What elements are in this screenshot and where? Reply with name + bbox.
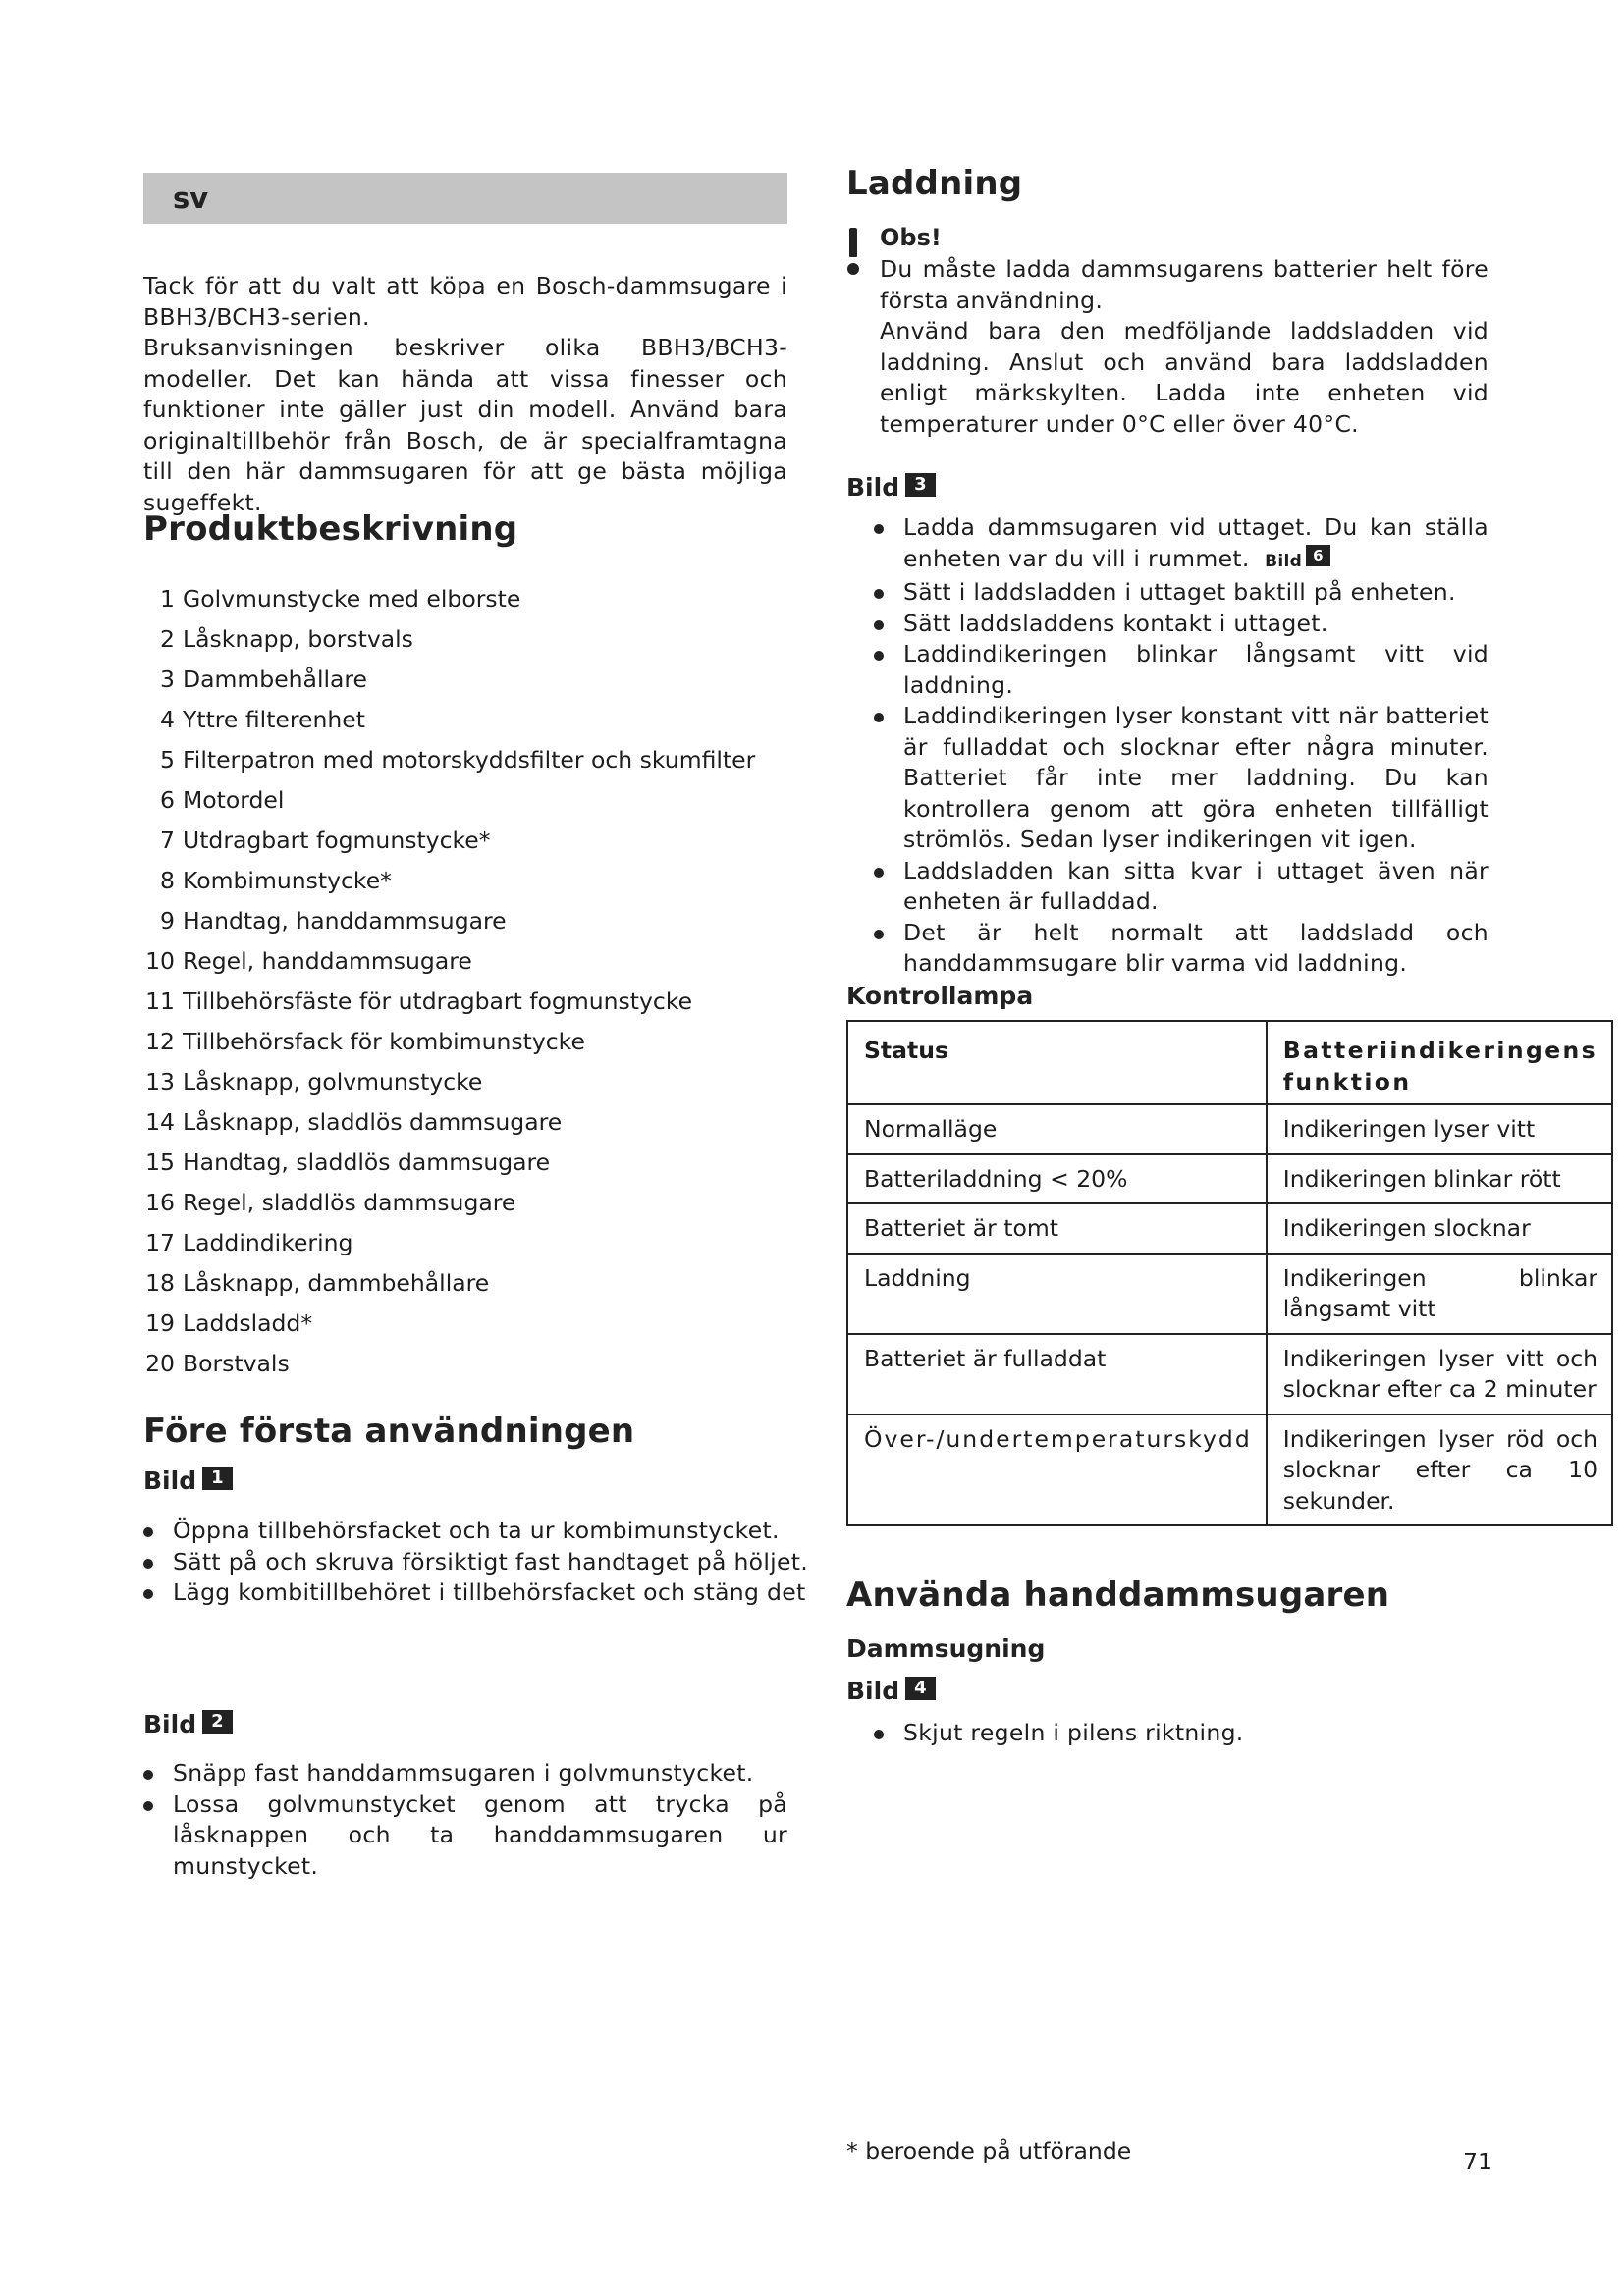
bild-6-ref: Bild 6 xyxy=(1265,552,1330,571)
item-number: 17 xyxy=(145,1229,175,1256)
heading-produktbeskrivning: Produktbeskrivning xyxy=(143,509,518,549)
status-cell: Normalläge xyxy=(847,1104,1267,1154)
list-item xyxy=(143,1102,755,1143)
table-row xyxy=(847,1254,1612,1334)
status-cell: Laddning xyxy=(847,1254,1267,1334)
list-item: Snäpp fast handdammsugaren i golvmunstycket. xyxy=(143,1758,787,1789)
list-item xyxy=(143,901,755,941)
list-item xyxy=(143,1263,755,1304)
list-item xyxy=(143,1143,755,1183)
status-cell: Batteriet är tomt xyxy=(847,1203,1267,1254)
table-row xyxy=(847,1415,1612,1526)
item-label: Regel, sladdlös dammsugare xyxy=(183,1189,516,1216)
item-label: Låsknapp, sladdlös dammsugare xyxy=(183,1108,563,1136)
list-item: Laddindikeringen blinkar långsamt vitt vid laddning. xyxy=(874,639,1489,701)
list-item: Lägg kombitillbehöret i tillbehörsfacket och stäng det xyxy=(143,1577,817,1609)
funktion-cell: Indikeringen lyser vitt och slocknar efter ca 2 minuter xyxy=(1267,1334,1612,1415)
list-item xyxy=(143,700,755,740)
heading-fore-forsta: Före första användningen xyxy=(143,1412,635,1451)
status-cell: Batteriladdning < 20% xyxy=(847,1154,1267,1204)
item-number: 2 xyxy=(160,625,175,653)
list-item: Lossa golvmunstycket genom att trycka på låsknappen och ta handdammsugaren ur munstycket. xyxy=(143,1789,787,1883)
item-label: Filterpatron med motorskyddsfilter och skumfilter xyxy=(183,746,756,774)
item-number: 13 xyxy=(145,1068,175,1095)
list-item xyxy=(143,619,755,660)
item-label: Golvmunstycke med elborste xyxy=(183,585,521,613)
item-number: 6 xyxy=(160,786,175,814)
item-number: 5 xyxy=(160,746,175,774)
item-label: Tillbehörsfäste för utdragbart fogmunstycke xyxy=(183,988,693,1015)
item-label: Laddindikering xyxy=(183,1229,353,1256)
table-header-funktion: Batteriindikeringens funktion xyxy=(1267,1021,1612,1104)
item-label: Utdragbart fogmunstycke* xyxy=(183,827,491,854)
language-tag: sv xyxy=(173,182,209,215)
intro-paragraph-2: Bruksanvisningen beskriver olika BBH3/BCH3-modeller. Det kan hända att vissa finesser och funktioner inte gäller just din modell. Använd bara originaltillbehör från Bosch, de är specialframtagna till den här dammsugaren för att ge bästa möjliga sugeffekt. xyxy=(143,334,787,516)
item-number: 16 xyxy=(145,1189,175,1216)
funktion-cell: Indikeringen lyser vitt xyxy=(1267,1104,1612,1154)
list-item: Laddsladden kan sitta kvar i uttaget även när enheten är fulladdad. xyxy=(874,856,1489,918)
item-label: Borstvals xyxy=(183,1350,290,1377)
item-number: 14 xyxy=(145,1108,175,1136)
item-label: Låsknapp, golvmunstycke xyxy=(183,1068,483,1095)
list-item xyxy=(143,1304,755,1344)
bild-1-steps xyxy=(143,1516,817,1609)
list-item xyxy=(143,982,755,1022)
table-row xyxy=(847,1154,1612,1204)
item-number: 3 xyxy=(160,666,175,693)
parts-list xyxy=(143,579,755,1384)
bild-3-steps xyxy=(874,512,1489,980)
list-item xyxy=(143,1022,755,1062)
list-item: Sätt laddsladdens kontakt i uttaget. xyxy=(874,609,1489,640)
list-item: Laddindikeringen lyser konstant vitt när batteriet är fulladdat och slocknar efter några minuter. Batteriet får inte mer laddning. Du kan kontrollera genom att göra enheten tillfälligt strömlös. Sedan lyser indikeringen vit igen. xyxy=(874,701,1489,856)
bild-2-label: Bild 2 xyxy=(143,1710,233,1738)
list-item: Sätt i laddsladden i uttaget baktill på enheten. xyxy=(874,577,1489,609)
bild-1-number: 1 xyxy=(202,1467,233,1490)
list-item xyxy=(143,941,755,982)
list-item xyxy=(143,740,755,780)
status-cell: Över-/undertemperaturskydd xyxy=(847,1415,1267,1526)
item-number: 12 xyxy=(145,1028,175,1055)
item-number: 1 xyxy=(160,585,175,613)
heading-kontrollampa: Kontrollampa xyxy=(846,982,1034,1010)
item-label: Låsknapp, dammbehållare xyxy=(183,1269,490,1297)
table-row xyxy=(847,1104,1612,1154)
obs-title: Obs! xyxy=(880,224,942,251)
item-number: 15 xyxy=(145,1148,175,1176)
item-label: Låsknapp, borstvals xyxy=(183,625,413,653)
bild-2-steps xyxy=(143,1758,787,1882)
list-item: Ladda dammsugaren vid uttaget. Du kan ställa enheten var du vill i rummet. Bild 6 xyxy=(874,512,1489,577)
item-number: 11 xyxy=(145,988,175,1015)
item-label: Laddsladd* xyxy=(183,1309,313,1337)
list-item xyxy=(143,780,755,821)
funktion-cell: Indikeringen blinkar långsamt vitt xyxy=(1267,1254,1612,1334)
item-label: Regel, handdammsugare xyxy=(183,947,472,975)
item-number: 18 xyxy=(145,1269,175,1297)
item-number: 8 xyxy=(160,867,175,894)
table-row xyxy=(847,1334,1612,1415)
item-label: Dammbehållare xyxy=(183,666,368,693)
language-bar xyxy=(143,173,787,224)
obs-paragraph-1: Du måste ladda dammsugarens batterier helt före första användning. xyxy=(880,255,1489,314)
page-number: 71 xyxy=(1463,2148,1492,2175)
list-item: Det är helt normalt att laddsladd och handdammsugare blir varma vid laddning. xyxy=(874,918,1489,980)
list-item: Öppna tillbehörsfacket och ta ur kombimunstycket. xyxy=(143,1516,817,1547)
bild-1-label: Bild 1 xyxy=(143,1467,233,1495)
bild-4-label: Bild 4 xyxy=(846,1677,936,1705)
bild-4-steps xyxy=(874,1718,1489,1749)
list-item xyxy=(143,579,755,619)
status-cell: Batteriet är fulladdat xyxy=(847,1334,1267,1415)
item-label: Motordel xyxy=(183,786,285,814)
list-item xyxy=(143,1223,755,1263)
table-row xyxy=(847,1203,1612,1254)
item-number: 20 xyxy=(145,1350,175,1377)
bild-3-label: Bild 3 xyxy=(846,473,936,502)
bild-2-number: 2 xyxy=(202,1710,233,1734)
list-item: Sätt på och skruva försiktigt fast handtaget på höljet. xyxy=(143,1547,817,1578)
list-item: Skjut regeln i pilens riktning. xyxy=(874,1718,1489,1749)
item-label: Yttre filterenhet xyxy=(183,706,365,733)
item-number: 7 xyxy=(160,827,175,854)
list-item xyxy=(143,1062,755,1102)
list-item xyxy=(143,660,755,700)
item-label: Handtag, handdammsugare xyxy=(183,907,507,934)
warning-icon xyxy=(846,228,860,275)
item-label: Handtag, sladdlös dammsugare xyxy=(183,1148,551,1176)
item-number: 9 xyxy=(160,907,175,934)
list-item xyxy=(143,1183,755,1223)
item-number: 10 xyxy=(145,947,175,975)
list-item xyxy=(143,1344,755,1384)
list-item xyxy=(143,861,755,901)
funktion-cell: Indikeringen lyser röd och slocknar efter ca 10 sekunder. xyxy=(1267,1415,1612,1526)
intro-paragraph-1: Tack för att du valt att köpa en Bosch-dammsugare i BBH3/BCH3-serien. xyxy=(143,272,787,331)
heading-dammsugning: Dammsugning xyxy=(846,1634,1046,1663)
list-item xyxy=(143,821,755,861)
obs-paragraph-2: Använd bara den medföljande laddsladden vid laddning. Anslut och använd bara laddsladden enligt märkskylten. Ladda inte enheten vid temperaturer under 0°C eller över 40°C. xyxy=(880,317,1489,438)
footnote: * beroende på utförande xyxy=(846,2137,1132,2164)
heading-laddning: Laddning xyxy=(846,164,1023,203)
item-label: Tillbehörsfack för kombimunstycke xyxy=(183,1028,585,1055)
kontrollampa-table xyxy=(846,1020,1613,1526)
bild-4-number: 4 xyxy=(905,1677,936,1700)
table-header-status: Status xyxy=(847,1021,1267,1104)
item-label: Kombimunstycke* xyxy=(183,867,392,894)
item-number: 4 xyxy=(160,706,175,733)
bild-3-number: 3 xyxy=(905,473,936,497)
item-number: 19 xyxy=(145,1309,175,1337)
heading-anvanda: Använda handdammsugaren xyxy=(846,1575,1390,1615)
funktion-cell: Indikeringen blinkar rött xyxy=(1267,1154,1612,1204)
funktion-cell: Indikeringen slocknar xyxy=(1267,1203,1612,1254)
